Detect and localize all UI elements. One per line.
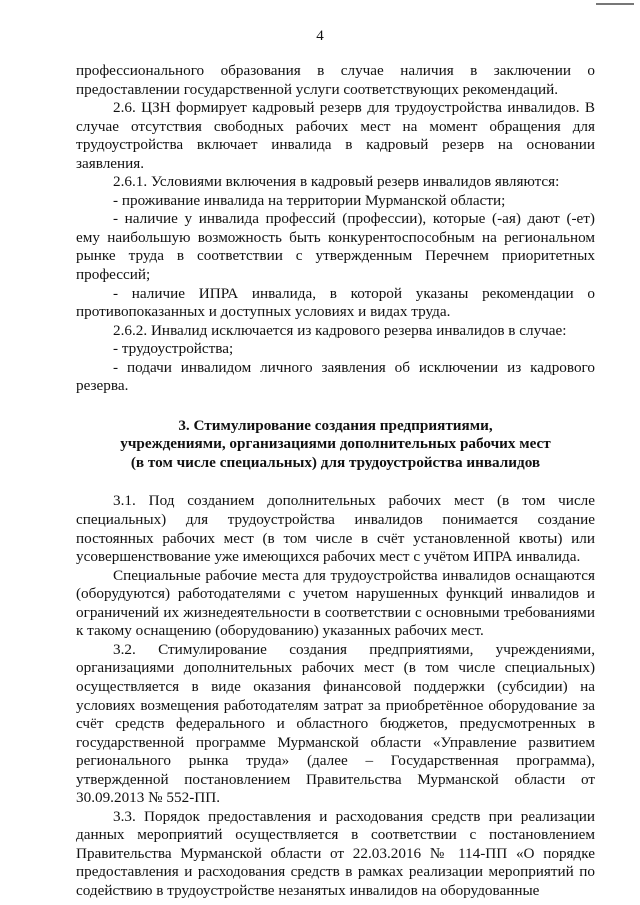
- scan-artifact-line: [596, 3, 634, 5]
- list-item-ipra: - наличие ИПРА инвалида, в которой указаны рекомендации о противопоказанных и доступных условиях и видах труда.: [76, 284, 595, 321]
- list-item-professions: - наличие у инвалида профессий (профессии), которые (-ая) дают (-ет) ему наибольшую возможность быть конкурентоспособным на региональном рынке труда в соответствии с утвержденным Перечнем приоритетных профессий;: [76, 210, 595, 284]
- section-3-heading-line-1: 3. Стимулирование создания предприятиями,: [178, 416, 493, 434]
- paragraph-2-6-1: 2.6.1. Условиями включения в кадровый резерв инвалидов являются:: [113, 173, 560, 191]
- list-item-application: - подачи инвалидом личного заявления об исключении из кадрового резерва.: [76, 358, 595, 395]
- section-3-heading-line-3: (в том числе специальных) для трудоустройства инвалидов: [130, 453, 541, 471]
- paragraph-3-1: 3.1. Под созданием дополнительных рабочих мест (в том числе специальных) для трудоустройства инвалидов понимается создание постоянных рабочих мест (в том числе в счёт установленной квоты) или усовершенствование уже имеющихся рабочих мест с учётом ИПРА инвалида.: [76, 492, 595, 566]
- paragraph-3-2: 3.2. Стимулирование создания предприятиями, учреждениями, организациями дополнительных рабочих мест (в том числе специальных) осуществляется в виде оказания финансовой поддержки (субсидии) на условиях возмещения работодателям затрат за приобретённое оборудование за счёт средств федерального и областного бюджетов, предусмотренных в государственной программе Мурманской области «Управление развитием регионального рынка труда» (далее – Государственная программа), утвержденной постановлением Правительства Мурманской области от 30.09.2013 № 552-ПП.: [76, 640, 595, 807]
- section-3-heading-line-2: учреждениями, организациями дополнительных рабочих мест: [120, 435, 551, 453]
- paragraph-2-6-2: 2.6.2. Инвалид исключается из кадрового резерва инвалидов в случае:: [113, 321, 567, 339]
- list-item-residence: - проживание инвалида на территории Мурманской области;: [113, 191, 506, 209]
- paragraph-2-6: 2.6. ЦЗН формирует кадровый резерв для трудоустройства инвалидов. В случае отсутствия свободных рабочих мест на момент обращения для трудоустройства включает инвалида в кадровый резерв на основании заявления.: [76, 99, 595, 172]
- paragraph-3-3: 3.3. Порядок предоставления и расходования средств при реализации данных мероприятий осуществляется в соответствии с постановлением Правительства Мурманской области от 22.03.2016 № 114-ПП «О порядке предоставления и расходования средств в рамках реализации мероприятий по содействию в трудоустройстве незанятых инвалидов на оборудованные: [76, 807, 595, 899]
- section-3-heading: [76, 417, 595, 473]
- document-body: [76, 62, 595, 901]
- paragraph-special-workplaces: Специальные рабочие места для трудоустройства инвалидов оснащаются (оборудуются) работодателями с учетом нарушенных функций инвалидов и ограничений их жизнедеятельности в соответствии с основными требованиями к такому оснащению (оборудованию) указанных рабочих мест.: [76, 566, 595, 640]
- list-item-employment: - трудоустройства;: [113, 340, 234, 358]
- page-number: 4: [316, 28, 324, 44]
- paragraph-1: профессионального образования в случае наличия в заключении о предоставлении государственной услуги соответствующих рекомендаций.: [76, 62, 595, 98]
